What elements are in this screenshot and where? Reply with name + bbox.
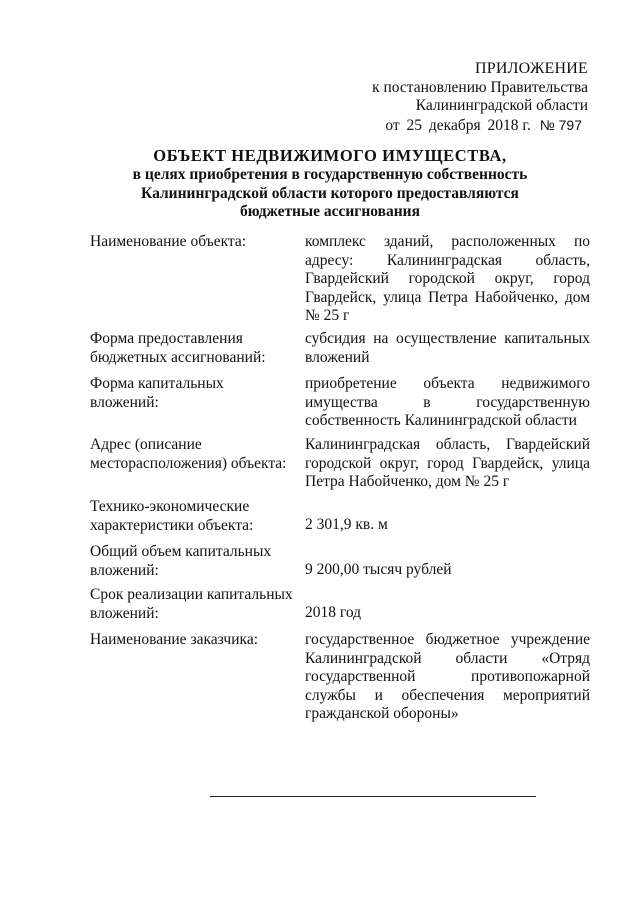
act-year: 2018 г.	[487, 116, 531, 134]
row-label: Адрес (описание месторасположения) объекта:	[90, 436, 287, 472]
closing-rule	[210, 796, 536, 797]
act-day: 25	[406, 116, 423, 134]
annex-heading: ПРИЛОЖЕНИЕ	[474, 60, 588, 77]
row-value: 9 200,00 тысяч рублей	[305, 561, 452, 578]
act-details	[268, 116, 588, 136]
row-value: приобретение объекта недвижимого имущества в государственную собственность Калининградской области	[305, 375, 590, 429]
row-value: государственное бюджетное учреждение Калининградской области «Отряд государственной противопожарной службы и обеспечения мероприятий гражданской обороны»	[305, 631, 590, 722]
row-label: Форма капитальных вложений:	[90, 375, 224, 411]
title-line-2: в целях приобретения в государственную собственность	[132, 166, 528, 183]
row-label: Наименование объекта:	[90, 233, 247, 250]
annex-line-1: к постановлению Правительства	[372, 78, 588, 96]
act-prefix: от	[385, 116, 400, 134]
row-label: Общий объем капитальных вложений:	[90, 543, 272, 579]
row-label: Срок реализации капитальных вложений:	[90, 586, 293, 622]
row-value: субсидия на осуществление капитальных вложений	[305, 330, 590, 366]
title-line-4: бюджетные ассигнования	[239, 203, 420, 220]
row-label: Наименование заказчика:	[90, 631, 259, 648]
row-value: Калининградская область, Гвардейский городской округ, город Гвардейск, улица Петра Набойченко, дом № 25 г	[305, 436, 590, 490]
row-value: 2018 год	[305, 604, 362, 621]
row-value: комплекс зданий, расположенных по адресу: Калининградская область, Гвардейский городской округ, город Гвардейск, улица Петра Набойченко, дом № 25 г	[305, 233, 590, 324]
annex-header	[268, 60, 588, 135]
row-label: Технико-экономические характеристики объекта:	[90, 498, 254, 534]
document-title	[60, 146, 600, 222]
row-label: Форма предоставления бюджетных ассигнований:	[90, 330, 266, 366]
act-number: № 797	[539, 116, 582, 133]
act-month: декабря	[428, 116, 481, 134]
row-value: 2 301,9 кв. м	[305, 516, 388, 533]
title-main: ОБЪЕКТ НЕДВИЖИМОГО ИМУЩЕСТВА,	[153, 146, 507, 165]
title-line-3: Калининградской области которого предоставляются	[141, 184, 519, 202]
annex-line-2: Калининградской области	[415, 97, 588, 114]
